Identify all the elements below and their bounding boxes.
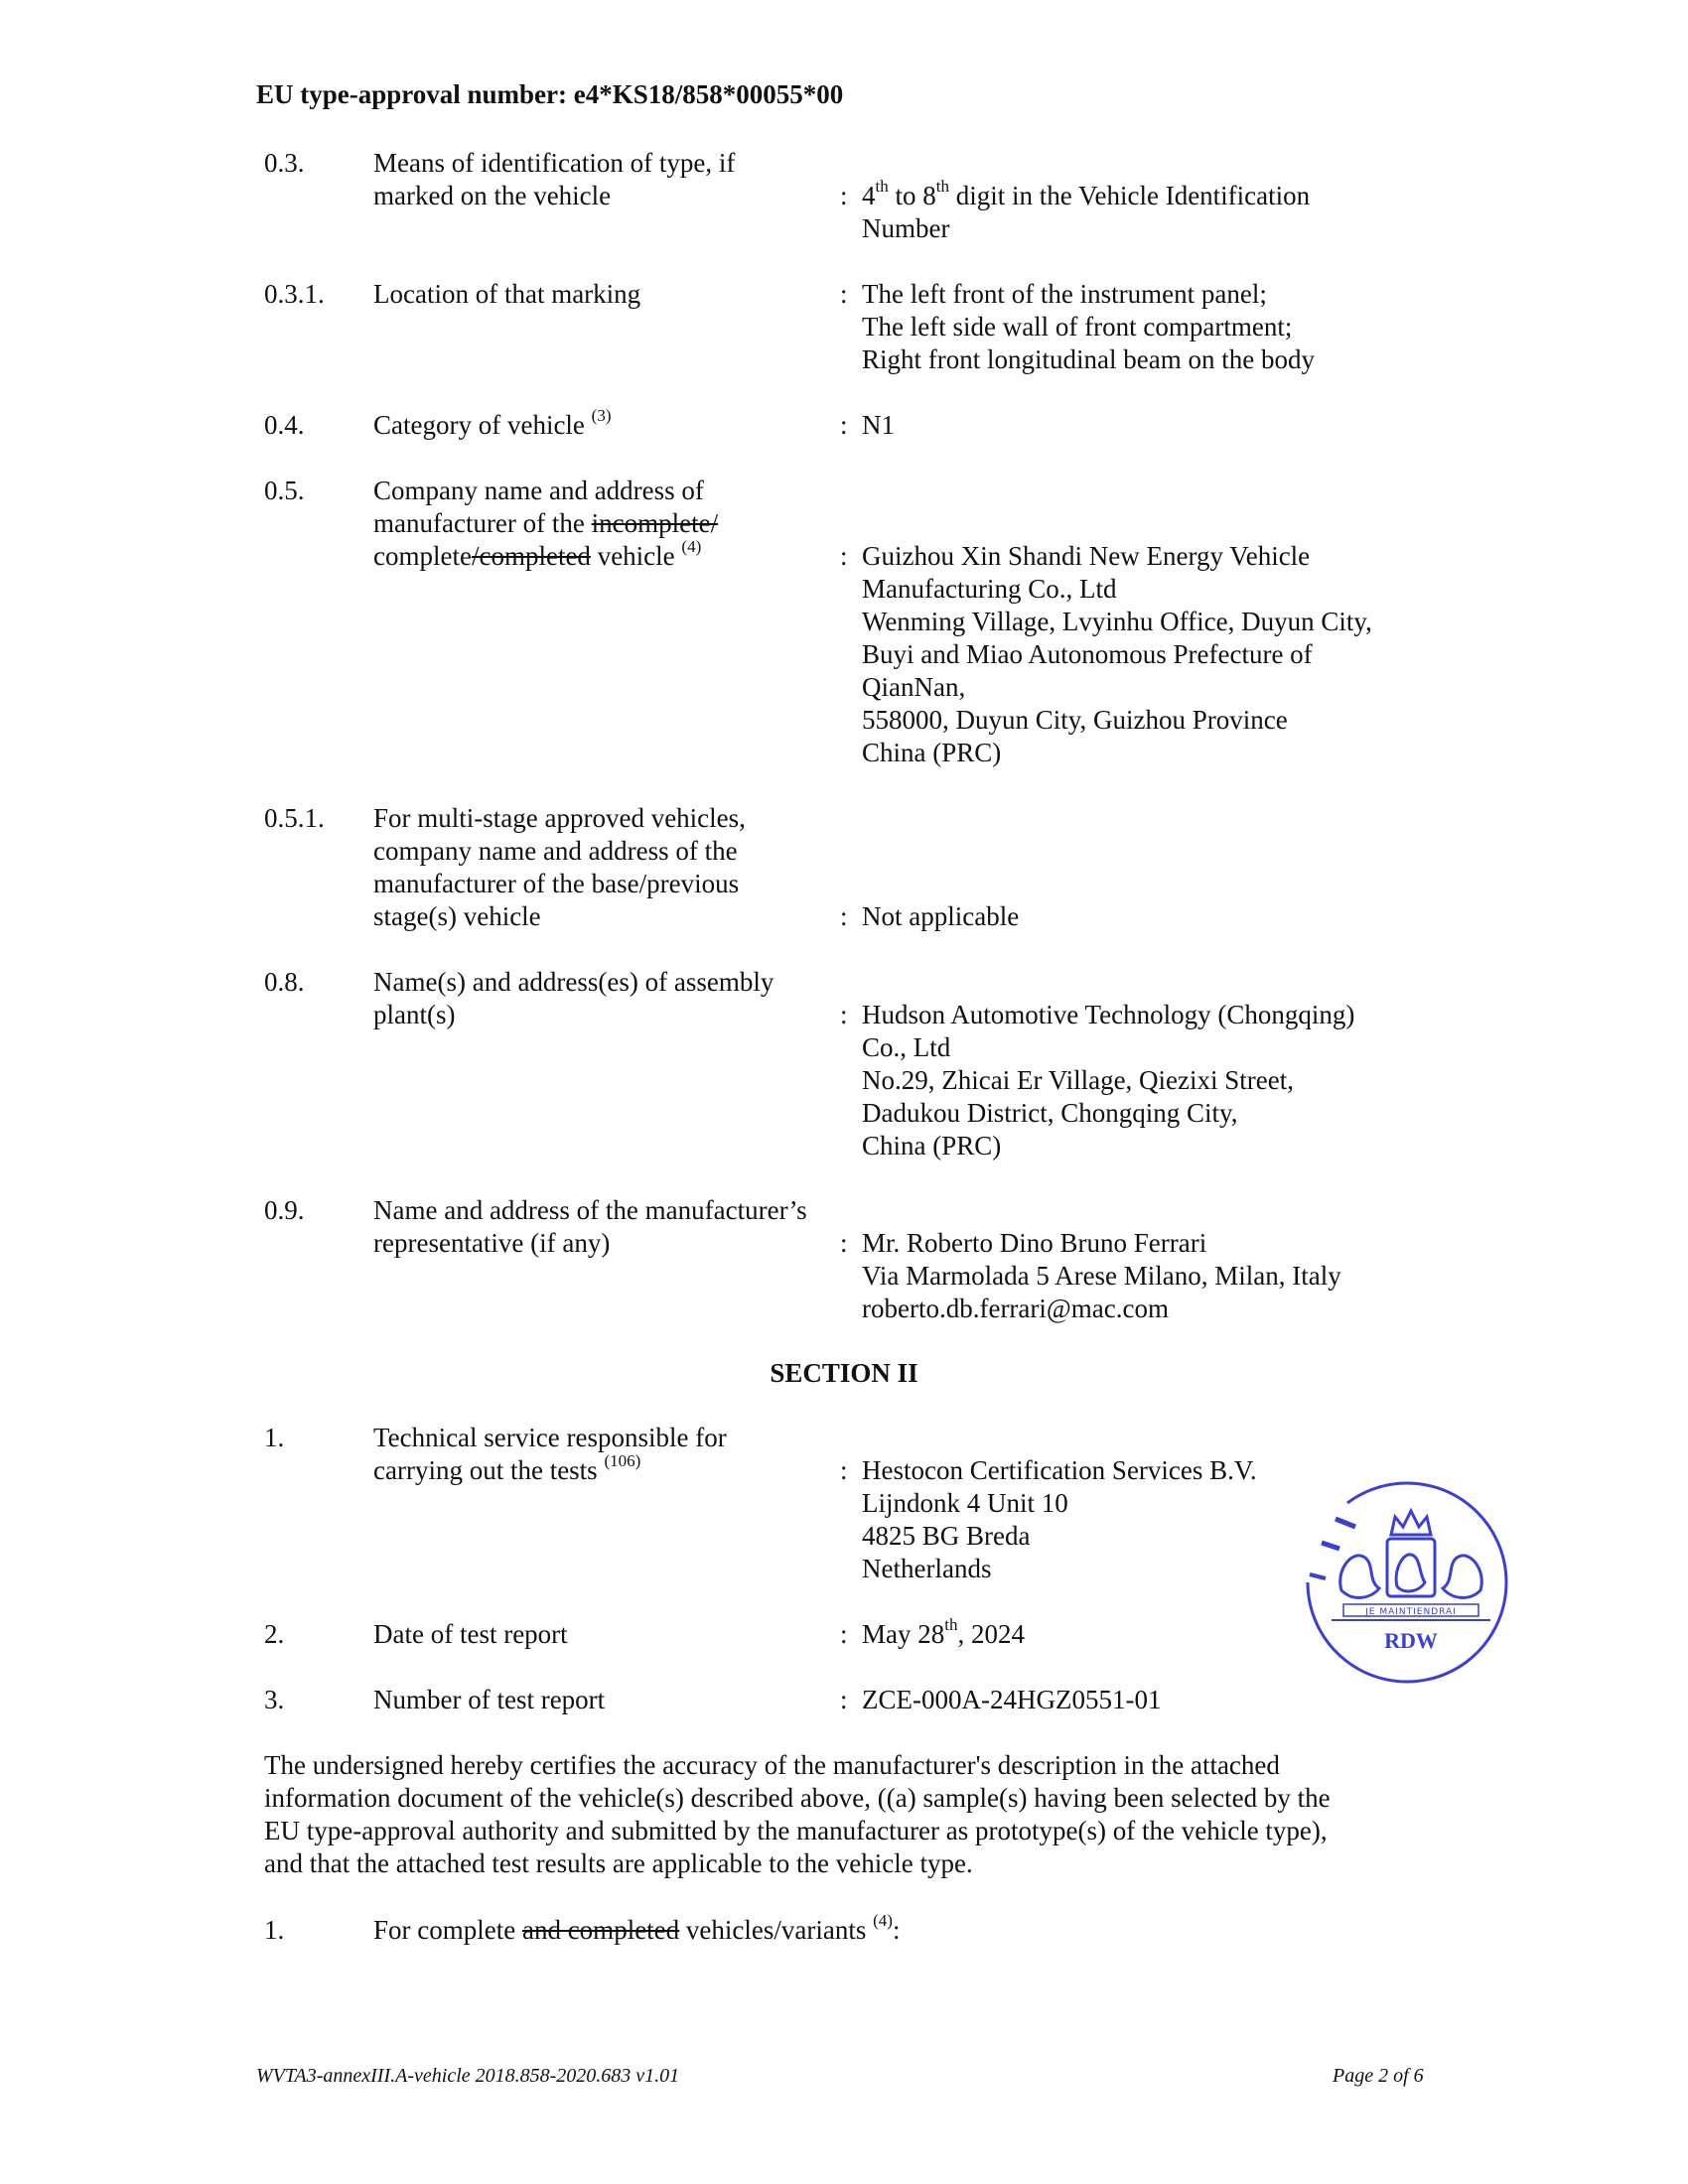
- entry-label: Category of vehicle $^{(3)}$: [373, 406, 612, 440]
- colon: :: [840, 181, 848, 210]
- stamp-authority: RDW: [1384, 1628, 1438, 1653]
- entry-number: 1.: [264, 1915, 285, 1945]
- stamp-shield: [1387, 1539, 1435, 1596]
- entry-number: 2.: [264, 1619, 285, 1649]
- colon: :: [840, 541, 848, 571]
- entry-label: Location of that marking: [373, 279, 641, 309]
- entry-label: Name(s) and address(es) of assembly plant(s): [373, 967, 774, 1029]
- struck-text: /completed: [471, 541, 591, 571]
- entry-number: 0.4.: [264, 410, 305, 440]
- entry-number: 0.3.1.: [264, 279, 325, 309]
- entry-label: Date of test report: [373, 1619, 568, 1649]
- stamp-lion-left: [1340, 1556, 1379, 1597]
- entry-number: 0.3.: [264, 148, 305, 178]
- stamp-tick: [1322, 1543, 1339, 1549]
- stamp-motto: JE MAINTIENDRAI: [1365, 1607, 1457, 1617]
- entry-value: May 28th, 2024: [862, 1615, 1025, 1649]
- entry-number: 0.9.: [264, 1195, 305, 1225]
- colon: :: [840, 410, 848, 440]
- section-title: SECTION II: [770, 1358, 918, 1388]
- entry-label: For complete and completed vehicles/variants $^{(4)}$:: [373, 1911, 901, 1945]
- entry-value: 4th to 8th digit in the Vehicle Identification Number: [862, 177, 1311, 243]
- entry-value: ZCE-000A-24HGZ0551-01: [862, 1685, 1162, 1714]
- entry-value: Not applicable: [862, 901, 1020, 931]
- entry-label: Technical service responsible for carrying out the tests $^{(106)}$: [373, 1423, 727, 1485]
- footer-document-id: WVTA3-annexIII.A-vehicle 2018.858-2020.683 v1.01: [256, 2065, 680, 2087]
- stamp-tick: [1310, 1574, 1326, 1578]
- entry-value: Mr. Roberto Dino Bruno Ferrari Via Marmolada 5 Arese Milano, Milan, Italy roberto.db.ferrari@mac.com: [862, 1228, 1341, 1323]
- entry-label: Company name and address of manufacturer of the incomplete/ complete/completed vehicle $^{(4)}$: [373, 476, 719, 571]
- entry-number: 0.8.: [264, 967, 305, 997]
- approval-number-heading: EU type-approval number: e4*KS18/858*00055*00: [256, 79, 844, 109]
- struck-text: and completed: [521, 1915, 680, 1945]
- colon: :: [840, 1000, 848, 1029]
- colon: :: [840, 1228, 848, 1258]
- colon: :: [840, 1455, 848, 1485]
- entry-number: 0.5.1.: [264, 803, 325, 833]
- colon: :: [840, 1619, 848, 1649]
- stamp-lion-center: [1396, 1555, 1425, 1591]
- certification-paragraph: The undersigned hereby certifies the accuracy of the manufacturer's description in the attached information document of the vehicle(s) described above, ((a) sample(s) having been selected by the EU type-approval authority and submitted by the manufacturer as prototype(s) of the vehicle type), and that the attached test results are applicable to the vehicle type.: [264, 1750, 1331, 1878]
- stamp-crown: [1391, 1511, 1431, 1535]
- entry-value: Hestocon Certification Services B.V. Lijndonk 4 Unit 10 4825 BG Breda Netherlands: [862, 1455, 1257, 1583]
- stamp-lion-right: [1443, 1556, 1481, 1597]
- entry-label: Number of test report: [373, 1685, 606, 1714]
- entry-number: 1.: [264, 1423, 285, 1452]
- entry-label: Name and address of the manufacturer’s representative (if any): [373, 1195, 807, 1258]
- rdw-stamp: [1296, 1471, 1524, 1700]
- colon: :: [840, 1685, 848, 1714]
- entry-label: For multi-stage approved vehicles, company name and address of the manufacturer of the base/previous stage(s) vehicle: [373, 803, 746, 931]
- entry-label: Means of identification of type, if marked on the vehicle: [373, 148, 736, 210]
- colon: :: [840, 901, 848, 931]
- struck-text: incomplete/: [591, 508, 719, 538]
- entry-number: 3.: [264, 1685, 285, 1714]
- entry-value: Hudson Automotive Technology (Chongqing) Co., Ltd No.29, Zhicai Er Village, Qiezixi Street, Dadukou District, Chongqing City, China (PRC): [862, 1000, 1355, 1160]
- stamp-tick: [1336, 1519, 1355, 1527]
- footer-page-number: Page 2 of 6: [1333, 2065, 1424, 2087]
- entry-value: Guizhou Xin Shandi New Energy Vehicle Manufacturing Co., Ltd Wenming Village, Lvyinhu Office, Duyun City, Buyi and Miao Autonomous Prefecture of QianNan, 558000, Duyun City, Guizhou Province China (PRC): [862, 541, 1372, 767]
- entry-value: The left front of the instrument panel; The left side wall of front compartment; Right front longitudinal beam on the body: [862, 279, 1315, 374]
- colon: :: [840, 279, 848, 309]
- entry-number: 0.5.: [264, 476, 305, 505]
- entry-value: N1: [862, 410, 895, 440]
